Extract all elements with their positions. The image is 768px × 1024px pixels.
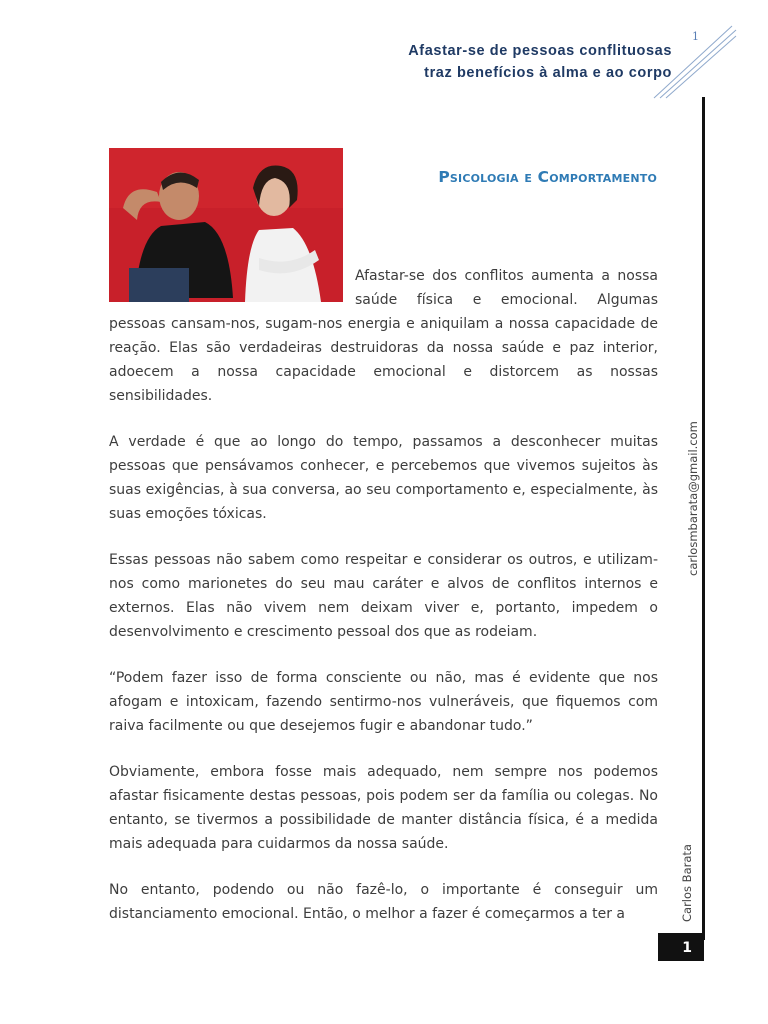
sidebar-author: Carlos Barata [680, 844, 694, 922]
margin-rule [702, 97, 705, 940]
header-page-number: 1 [692, 30, 699, 43]
article-paragraph-4: “Podem fazer isso de forma consciente ou não, mas é evidente que nos afogam e intoxicam, fazendo sentirmo-nos vulneráveis, que fiquemos com raiva facilmente ou que desejemos fugir e abandonar tudo.” [109, 670, 658, 734]
article-paragraph-2: A verdade é que ao longo do tempo, passamos a desconhecer muitas pessoas que pensávamos conhecer, e percebemos que vivemos sujeitos às suas exigências, à sua conversa, ao seu comportamento e, especialmente, às suas emoções tóxicas. [109, 434, 658, 522]
article-paragraph-3: Essas pessoas não sabem como respeitar e considerar os outros, e utilizam-nos como marionetes do seu mau caráter e alvos de conflitos internos e externos. Elas não vivem nem deixam viver e, portanto, impedem o desenvolvimento e crescimento pessoal dos que as rodeiam. [109, 552, 658, 640]
header-title-line-2: traz benefícios à alma e ao corpo [424, 65, 672, 81]
header-decoration-lines-icon [650, 22, 740, 102]
article-paragraph-5: Obviamente, embora fosse mais adequado, nem sempre nos podemos afastar fisicamente destas pessoas, pois podem ser da família ou colegas. No entanto, se tivermos a possibilidade de manter distância física, é a medida mais adequada para cuidarmos da nossa saúde. [109, 764, 658, 852]
article-body [109, 264, 658, 948]
header-title-line-1: Afastar-se de pessoas conflituosas [408, 43, 672, 59]
article-paragraph-1: Afastar-se dos conflitos aumenta a nossa saúde física e emocional. Algumas pessoas cansam-nos, sugam-nos energia e aniquilam a nossa capacidade de reação. Elas são verdadeiras destruidoras da nossa saúde e paz interior, adoecem a nossa capacidade emocional e distorcem as nossas sensibilidades. [109, 268, 658, 404]
article-paragraph-6: No entanto, podendo ou não fazê-lo, o importante é conseguir um distanciamento emocional. Então, o melhor a fazer é começarmos a ter a [109, 882, 658, 922]
sidebar-email: carlosmbarata@gmail.com [686, 421, 700, 576]
footer-page-number: 1 [658, 933, 704, 961]
document-header-title [408, 40, 672, 84]
section-title: Psicologia e Comportamento [438, 168, 657, 186]
